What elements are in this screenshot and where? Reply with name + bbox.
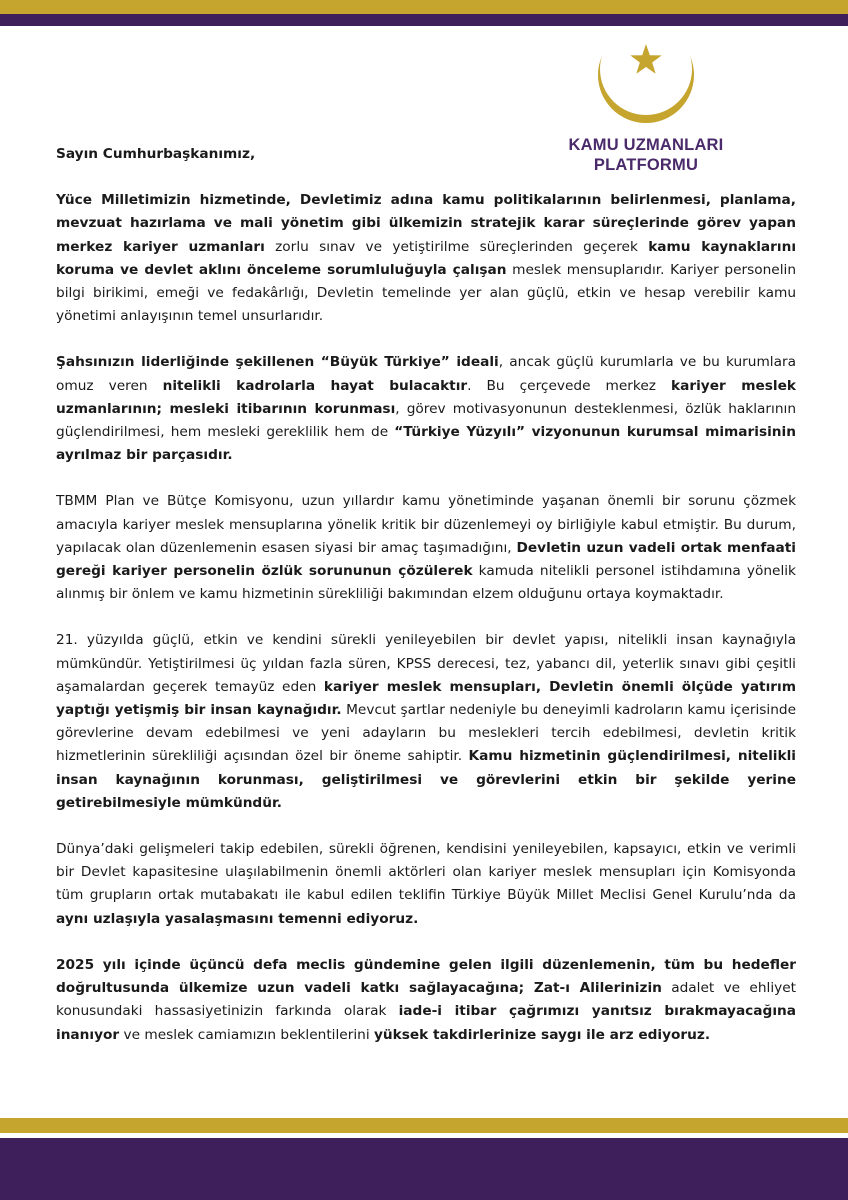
text-run: iade-i itibar çağrımızı yanıtsız bırakmayacağına inanıyor: [56, 1003, 796, 1043]
text-run: zorlu sınav ve yetiştirilme süreçlerinden geçerek: [264, 238, 649, 255]
text-run: Şahsınızın liderliğinde şekillenen “Büyük Türkiye” ideali: [56, 354, 499, 371]
paragraph-5: [56, 838, 796, 931]
text-run: nitelikli kadrolarla hayat bulacaktır: [162, 377, 468, 394]
text-run: Mevcut şartlar nedeniyle bu deneyimli kadroların kamu içerisinde görevlerine devam edebilmesi ve yeni adayların bu meslekleri tercih edebilmesi, devletin kritik hizmetlerinin sürekliliği açısından özel bir öneme sahiptir.: [56, 702, 796, 765]
paragraph-3: [56, 490, 796, 606]
text-run: kariyer meslek mensupları, Devletin önemli ölçüde yatırım yaptığı yetişmiş bir insan kaynağıdır.: [56, 678, 796, 719]
text-run: meslek mensuplarıdır. Kariyer personelin bilgi birikimi, emeği ve fedakârlığı, Devletin temelinde yer alan güçlü, etkin ve hesap verebilir kamu yönetimi anlayışının temel unsurlarıdır.: [56, 261, 796, 325]
paragraph-4: [56, 629, 796, 815]
text-run: Yüce Milletimizin hizmetinde, Devletimiz adına kamu politikalarının belirlenmesi, planlama, mevzuat hazırlama ve mali yönetim gibi ülkemizin stratejik karar süreçlerinde görev yapan merkez kariyer uzmanları: [56, 192, 796, 255]
text-run: adalet ve ehliyet konusundaki hassasiyetinizin farkında olarak: [56, 980, 797, 1020]
text-run: kariyer meslek uzmanlarının; mesleki itibarının korunması: [56, 377, 796, 417]
text-run: kamuda nitelikli personel istihdamına yönelik alınmış bir önlem ve kamu hizmetinin sürekliliği bakımından elzem olduğunu ortaya koymaktadır.: [56, 563, 796, 603]
text-run: , ancak güçlü kurumlarla ve bu kurumlara omuz veren: [56, 354, 796, 394]
top-purple-stripe: [0, 14, 848, 26]
text-run: Kamu hizmetinin güçlendirilmesi, nitelikli insan kaynağının korunması, geliştirilmesi ve görevlerini etkin bir şekilde yerine getirebilmesiyle mümkündür.: [56, 748, 796, 811]
text-run: ve meslek camiamızın beklentilerini: [119, 1026, 374, 1043]
top-gold-stripe: [0, 0, 848, 14]
paragraph-2: [56, 351, 796, 467]
text-run: aynı uzlaşıyla yasalaşmasını temenni ediyoruz.: [56, 910, 419, 927]
crescent-star-icon: [560, 36, 732, 136]
text-run: kamu kaynaklarını koruma ve devlet aklını önceleme sorumluluğuyla çalışan: [56, 238, 797, 278]
paragraph-6: [56, 954, 796, 1047]
text-run: Devletin uzun vadeli ortak menfaati gereği kariyer personelin özlük sorununun çözülerek: [56, 539, 796, 580]
text-run: , görev motivasyonunun desteklenmesi, özlük haklarının güçlendirilmesi, hem mesleki gereklilik hem de: [56, 400, 796, 441]
text-run: yüksek takdirlerinize saygı ile arz ediyoruz.: [373, 1026, 711, 1043]
letter-body: [56, 143, 796, 1070]
logo-title-line2: PLATFORMU: [593, 156, 699, 174]
text-run: 2025 yılı içinde üçüncü defa meclis gündemine gelen ilgili düzenlemenin, tüm bu hedefler doğrultusunda ülkemize uzun vadeli katkı sağlayacağına; Zat-ı Alilerinizin: [56, 956, 796, 997]
text-run: Dünya’daki gelişmeleri takip edebilen, sürekli öğrenen, kendisini yenileyebilen, kapsayıcı, etkin ve verimli bir Devlet kapasitesine ulaşılabilmenin önemli aktörleri olan kariyer meslek mensupları için Komisyonda tüm grupların ortak mutabakatı ile kabul edilen teklifin Türkiye Büyük Millet Meclisi Genel Kurulu’nda da: [56, 841, 796, 904]
logo-title-line1: KAMU UZMANLARI: [568, 136, 724, 154]
salutation: Sayın Cumhurbaşkanımız,: [56, 146, 256, 162]
text-run: . Bu çerçevede merkez: [467, 377, 672, 394]
text-run: “Türkiye Yüzyılı” vizyonunun kurumsal mimarisinin ayrılmaz bir parçasıdır.: [56, 424, 796, 464]
bottom-purple-stripe: [0, 1138, 848, 1200]
bottom-gold-stripe: [0, 1118, 848, 1133]
text-run: 21. yüzyılda güçlü, etkin ve kendini sürekli yenileyebilen bir devlet yapısı, nitelikli insan kaynağıyla mümkündür. Yetiştirilmesi üç yıldan fazla süren, KPSS derecesi, tez, yabancı dil, yeterlik sınavı gibi çeşitli aşamalardan geçerek temayüz eden: [56, 632, 796, 695]
paragraph-1: [56, 189, 796, 328]
text-run: TBMM Plan ve Bütçe Komisyonu, uzun yıllardır kamu yönetiminde yaşanan önemli bir sorunu çözmek amacıyla kariyer meslek mensuplarına yönelik kritik bir düzenlemeyi oy birliğiyle kabul etmiştir. Bu durum, yapılacak olan düzenlemenin esasen siyasi bir amaç taşımadığını,: [56, 493, 796, 556]
